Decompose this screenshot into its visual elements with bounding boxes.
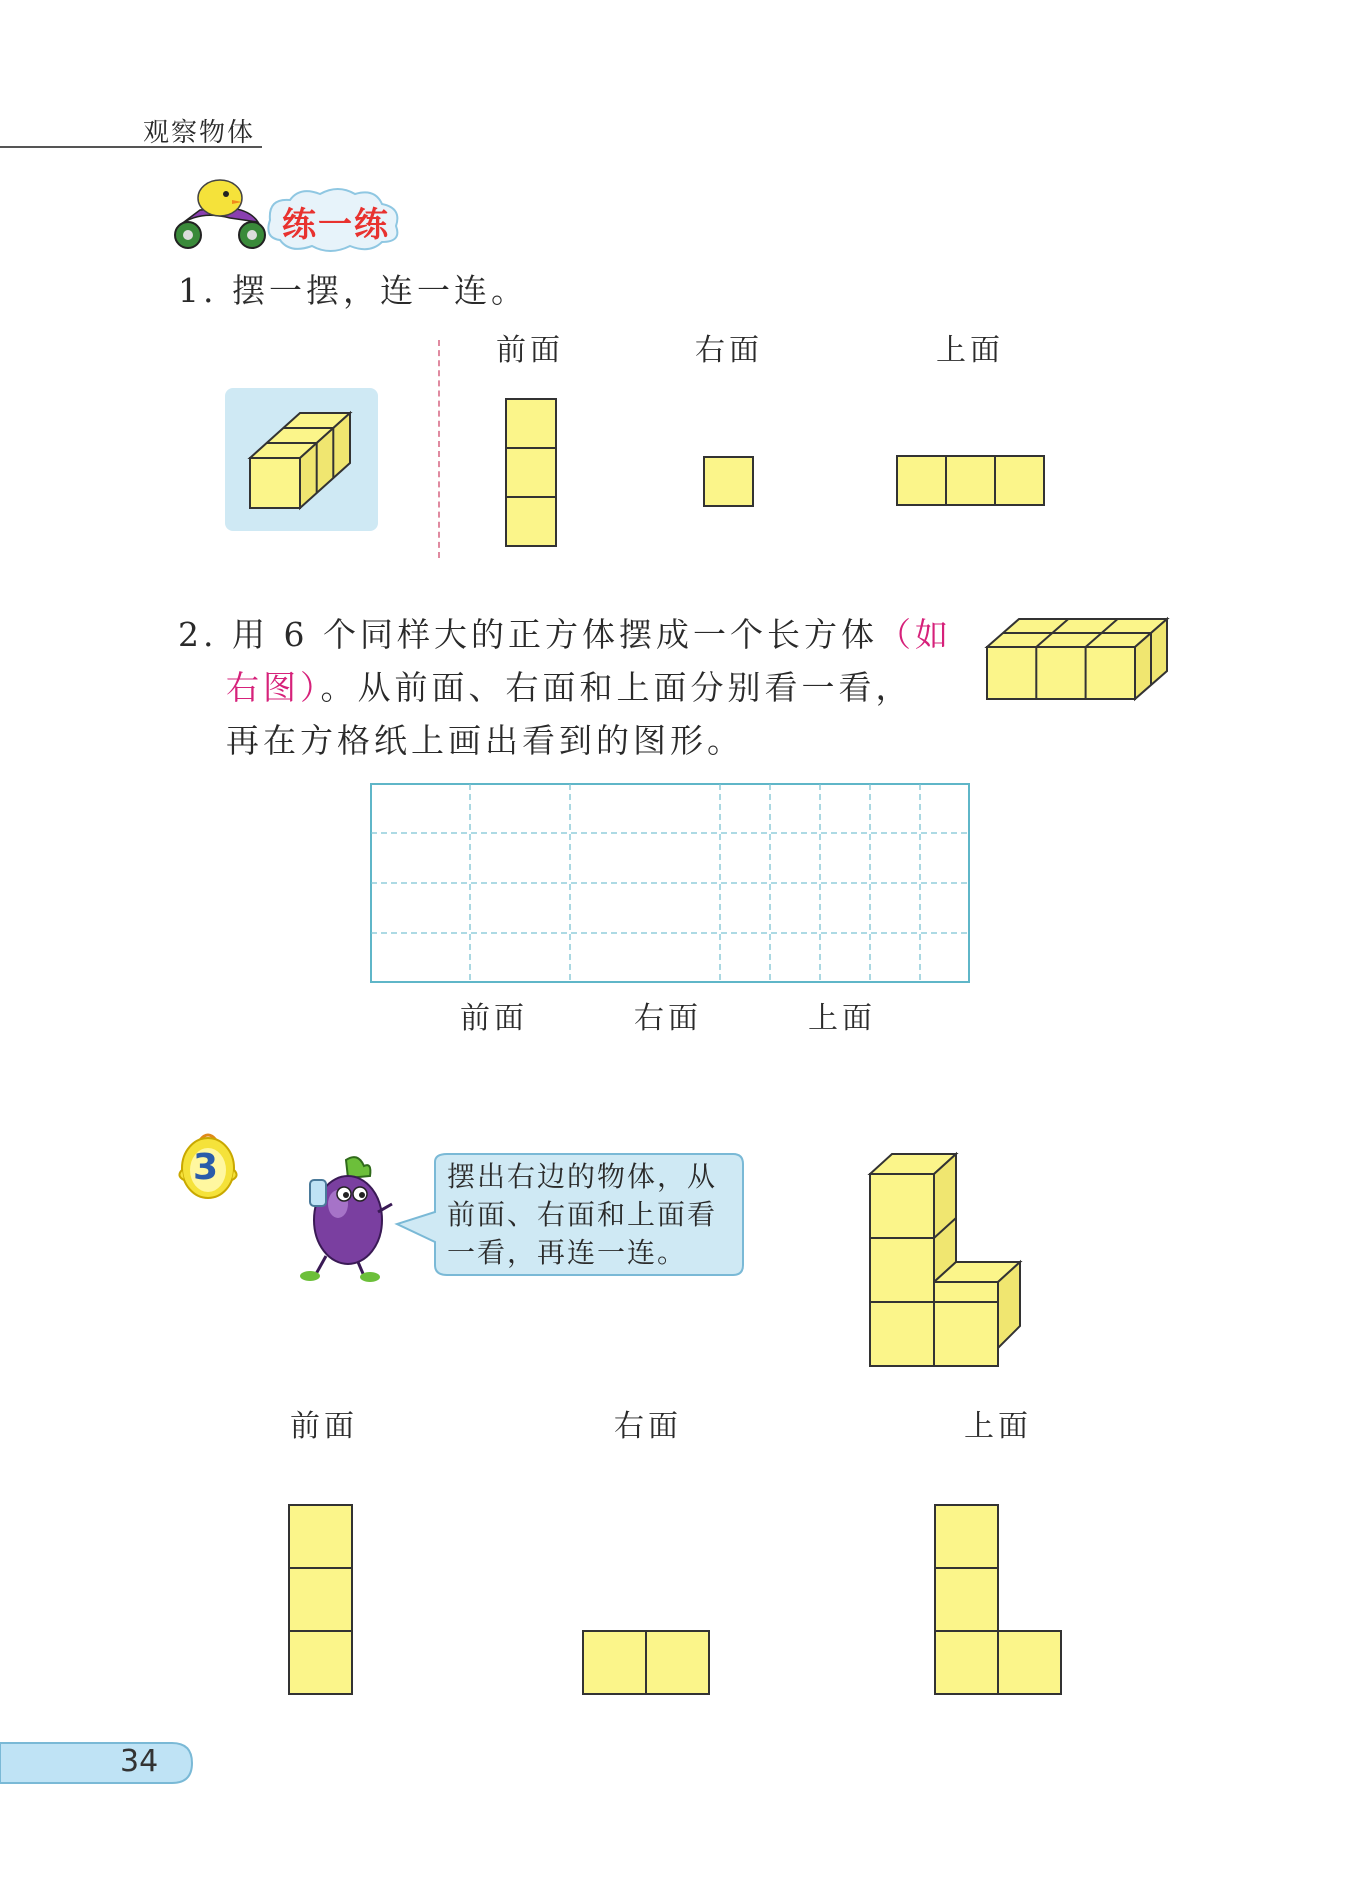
speech-bubble-text: 摆出右边的物体，从前面、右面和上面看一看，再连一连。 — [447, 1160, 718, 1269]
q2-six-cube-solid — [985, 617, 1170, 702]
q2-line-2-text: 。从前面、右面和上面分别看一看， — [320, 668, 913, 707]
example3-view-l-shape — [934, 1504, 1064, 1696]
q1-label-right: 右面 — [695, 333, 763, 368]
q1-three-cube-solid — [245, 408, 365, 518]
q2-grid-label-right: 右面 — [634, 1001, 702, 1036]
practice-title: 练一练 — [282, 205, 390, 245]
header-rule — [0, 146, 262, 148]
q1-view-vertical-three — [505, 398, 557, 548]
q2-grid-paper[interactable] — [370, 783, 970, 983]
example3-label-right: 右面 — [614, 1409, 682, 1444]
example3-label-top: 上面 — [964, 1409, 1032, 1444]
q2-line-2 — [226, 661, 913, 714]
example3-l-shaped-solid — [868, 1152, 1028, 1372]
example3-view-horizontal-two — [582, 1630, 712, 1696]
motorbike-chick-icon — [175, 180, 265, 248]
q2-line-2-note: 右图） — [226, 668, 321, 707]
q1-label-front: 前面 — [496, 333, 564, 368]
q2-line-3: 再在方格纸上画出看到的图形。 — [226, 721, 744, 760]
q2-grid-label-front: 前面 — [460, 1001, 528, 1036]
q1-view-single-square — [703, 456, 755, 508]
example3-label-front: 前面 — [290, 1409, 358, 1444]
page-header-title: 观察物体 — [143, 118, 256, 148]
q1-text: 1. 摆一摆，连一连。 — [178, 271, 528, 310]
q1-divider — [438, 340, 440, 558]
example3-view-vertical-three — [288, 1504, 354, 1696]
q2-line-1-note: （如 — [877, 615, 952, 654]
page-number-tab — [0, 1743, 195, 1783]
eggplant-character-icon — [286, 1152, 396, 1282]
page-number: 34 — [120, 1744, 159, 1779]
q2-line-1-text: 2. 用 6 个同样大的正方体摆成一个长方体 — [178, 615, 878, 654]
q1-label-top: 上面 — [936, 333, 1004, 368]
q2-line-1 — [178, 608, 952, 661]
q1-view-horizontal-three — [896, 455, 1046, 507]
q2-grid-label-top: 上面 — [808, 1001, 876, 1036]
example-number: 3 — [193, 1147, 219, 1188]
